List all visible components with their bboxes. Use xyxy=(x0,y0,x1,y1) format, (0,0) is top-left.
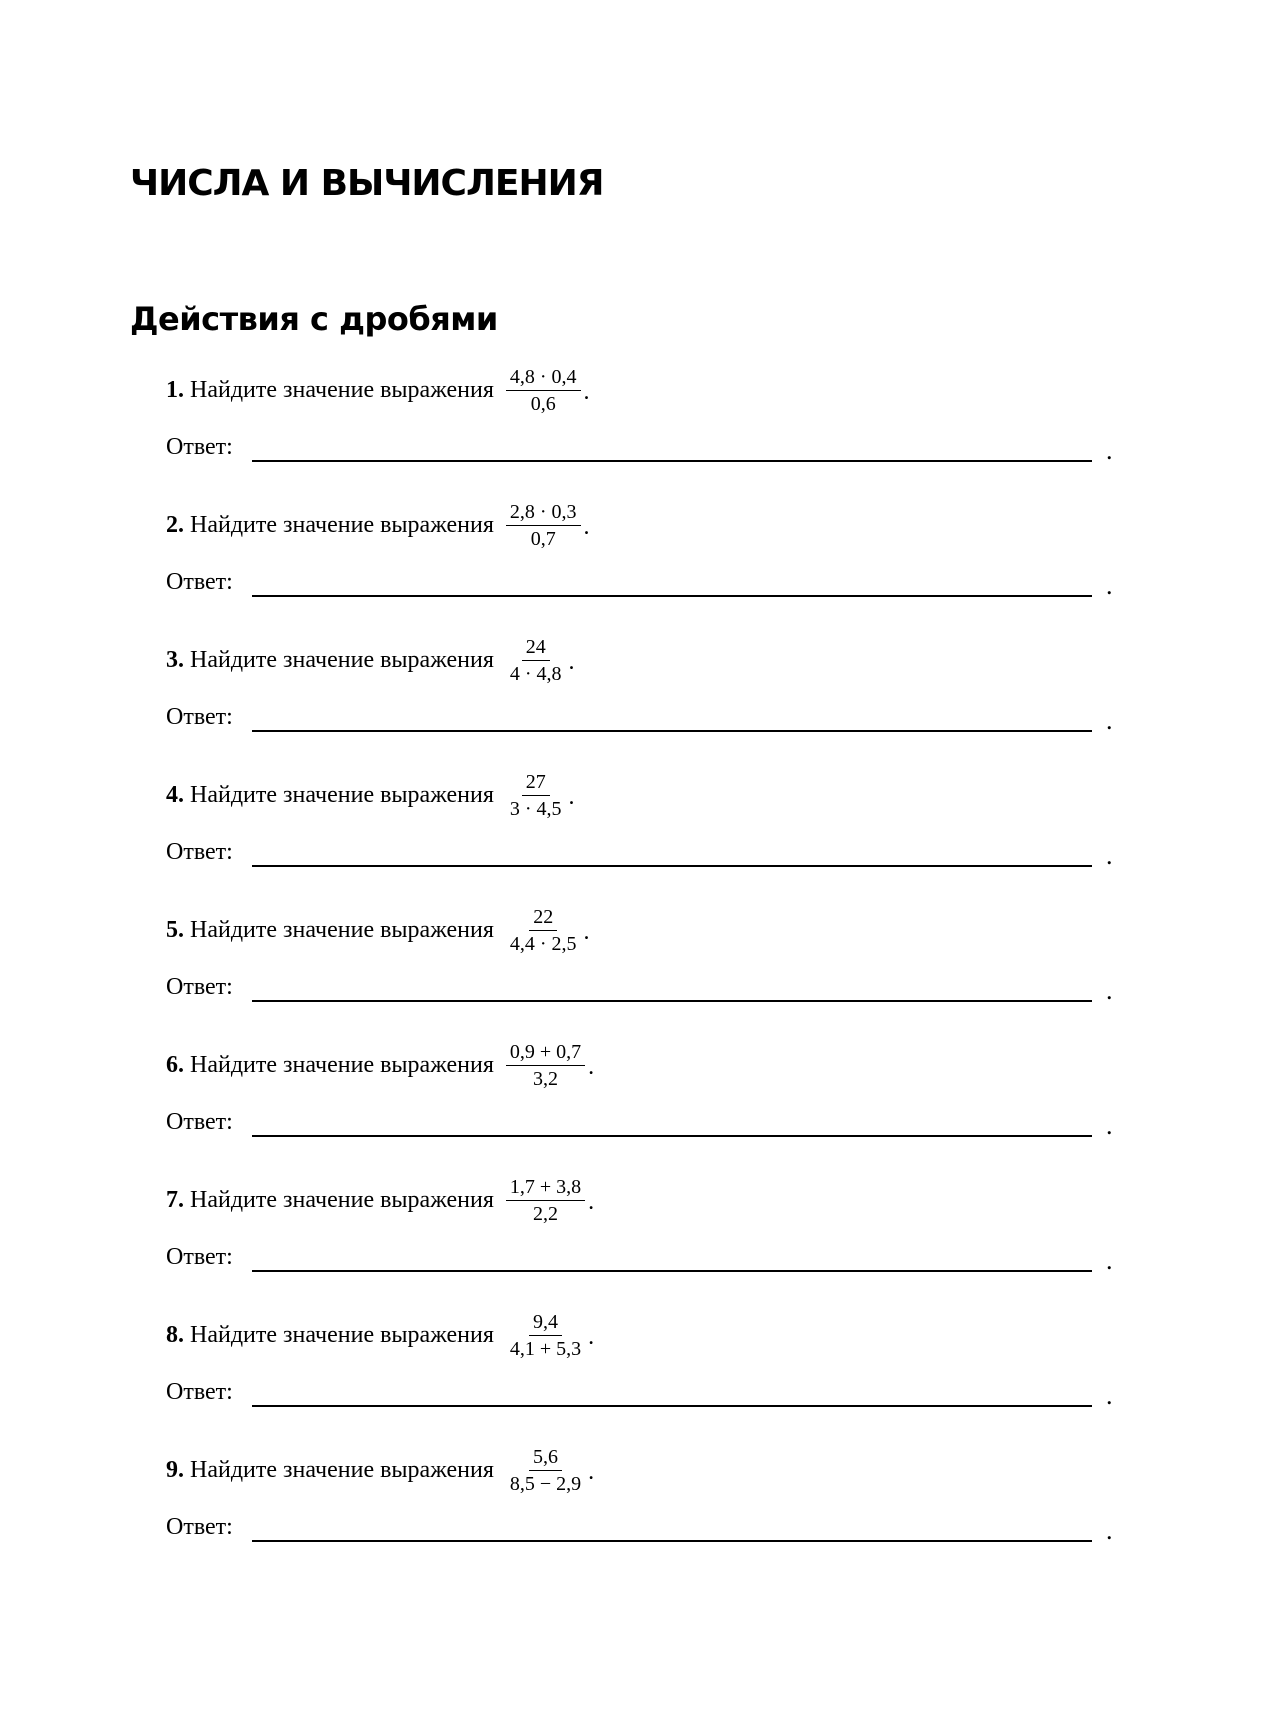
task-text: Найдите значение выражения xyxy=(190,916,494,943)
fraction-denominator: 4 · 4,8 xyxy=(509,662,562,685)
answer-row xyxy=(166,567,1126,601)
task-text: Найдите значение выражения xyxy=(190,1051,494,1078)
fraction xyxy=(506,1042,585,1089)
task-question xyxy=(166,1305,594,1365)
answer-period: . xyxy=(1106,1246,1113,1275)
task-period: . xyxy=(588,1459,595,1485)
answer-field[interactable] xyxy=(252,730,1092,732)
task-period: . xyxy=(568,784,575,810)
fraction-denominator: 4,4 · 2,5 xyxy=(509,932,577,955)
task-text: Найдите значение выражения xyxy=(190,376,494,403)
fraction-numerator: 9,4 xyxy=(529,1312,562,1336)
answer-period: . xyxy=(1106,571,1113,600)
fraction-numerator: 27 xyxy=(522,772,550,796)
task-text: Найдите значение выражения xyxy=(190,1186,494,1213)
task-number: 6. xyxy=(166,1051,184,1078)
fraction xyxy=(506,1177,585,1224)
task-number: 3. xyxy=(166,646,184,673)
fraction-denominator: 0,6 xyxy=(530,392,556,415)
answer-period: . xyxy=(1106,1111,1113,1140)
task-9 xyxy=(166,1440,1126,1560)
fraction xyxy=(506,1312,585,1359)
answer-label: Ответ: xyxy=(166,839,233,865)
answer-field[interactable] xyxy=(252,1135,1092,1137)
fraction-numerator: 1,7 + 3,8 xyxy=(506,1177,585,1201)
fraction xyxy=(506,367,581,414)
fraction xyxy=(506,502,581,549)
fraction-numerator: 5,6 xyxy=(529,1447,562,1471)
task-question xyxy=(166,495,590,555)
task-2 xyxy=(166,495,1126,615)
fraction-numerator: 24 xyxy=(522,637,550,661)
task-8 xyxy=(166,1305,1126,1425)
task-3 xyxy=(166,630,1126,750)
task-question xyxy=(166,1170,594,1230)
task-4 xyxy=(166,765,1126,885)
task-1 xyxy=(166,360,1126,480)
task-number: 7. xyxy=(166,1186,184,1213)
task-number: 1. xyxy=(166,376,184,403)
fraction-denominator: 2,2 xyxy=(533,1202,558,1225)
answer-period: . xyxy=(1106,1516,1113,1545)
task-number: 5. xyxy=(166,916,184,943)
task-question xyxy=(166,360,590,420)
answer-label: Ответ: xyxy=(166,1109,233,1135)
task-question xyxy=(166,1035,594,1095)
task-5 xyxy=(166,900,1126,1020)
task-period: . xyxy=(583,379,590,405)
task-period: . xyxy=(583,514,590,540)
fraction-numerator: 4,8 · 0,4 xyxy=(506,367,581,391)
task-7 xyxy=(166,1170,1126,1290)
task-period: . xyxy=(588,1189,595,1215)
answer-period: . xyxy=(1106,706,1113,735)
answer-field[interactable] xyxy=(252,1405,1092,1407)
fraction-denominator: 3 · 4,5 xyxy=(509,797,562,820)
task-number: 8. xyxy=(166,1321,184,1348)
fraction-denominator: 3,2 xyxy=(533,1067,558,1090)
task-text: Найдите значение выражения xyxy=(190,1321,494,1348)
section-title: Действия с дробями xyxy=(130,300,498,338)
task-period: . xyxy=(583,919,590,945)
fraction-numerator: 0,9 + 0,7 xyxy=(506,1042,585,1066)
answer-field[interactable] xyxy=(252,865,1092,867)
answer-label: Ответ: xyxy=(166,1379,233,1405)
answer-period: . xyxy=(1106,436,1113,465)
answer-row xyxy=(166,1107,1126,1141)
answer-field[interactable] xyxy=(252,1270,1092,1272)
answer-row xyxy=(166,1512,1126,1546)
task-question xyxy=(166,630,575,690)
task-text: Найдите значение выражения xyxy=(190,1456,494,1483)
answer-field[interactable] xyxy=(252,595,1092,597)
answer-row xyxy=(166,1377,1126,1411)
answer-period: . xyxy=(1106,1381,1113,1410)
task-text: Найдите значение выражения xyxy=(190,781,494,808)
task-6 xyxy=(166,1035,1126,1155)
answer-field[interactable] xyxy=(252,1540,1092,1542)
answer-label: Ответ: xyxy=(166,1244,233,1270)
answer-period: . xyxy=(1106,841,1113,870)
page-title: ЧИСЛА И ВЫЧИСЛЕНИЯ xyxy=(130,163,604,204)
task-question xyxy=(166,765,575,825)
answer-field[interactable] xyxy=(252,1000,1092,1002)
answer-label: Ответ: xyxy=(166,974,233,1000)
fraction-numerator: 2,8 · 0,3 xyxy=(506,502,581,526)
answer-period: . xyxy=(1106,976,1113,1005)
answer-label: Ответ: xyxy=(166,569,233,595)
task-number: 2. xyxy=(166,511,184,538)
fraction-denominator: 4,1 + 5,3 xyxy=(509,1337,582,1360)
task-text: Найдите значение выражения xyxy=(190,646,494,673)
answer-field[interactable] xyxy=(252,460,1092,462)
answer-row xyxy=(166,972,1126,1006)
fraction xyxy=(506,637,566,684)
task-period: . xyxy=(568,649,575,675)
fraction-denominator: 8,5 − 2,9 xyxy=(509,1472,582,1495)
task-period: . xyxy=(588,1054,595,1080)
answer-row xyxy=(166,1242,1126,1276)
answer-row xyxy=(166,837,1126,871)
task-number: 9. xyxy=(166,1456,184,1483)
fraction xyxy=(506,907,581,954)
fraction-denominator: 0,7 xyxy=(530,527,556,550)
answer-label: Ответ: xyxy=(166,1514,233,1540)
task-question xyxy=(166,900,590,960)
task-text: Найдите значение выражения xyxy=(190,511,494,538)
task-question xyxy=(166,1440,594,1500)
answer-label: Ответ: xyxy=(166,704,233,730)
answer-label: Ответ: xyxy=(166,434,233,460)
task-period: . xyxy=(588,1324,595,1350)
fraction-numerator: 22 xyxy=(529,907,557,931)
fraction xyxy=(506,1447,585,1494)
fraction xyxy=(506,772,566,819)
answer-row xyxy=(166,432,1126,466)
task-number: 4. xyxy=(166,781,184,808)
answer-row xyxy=(166,702,1126,736)
